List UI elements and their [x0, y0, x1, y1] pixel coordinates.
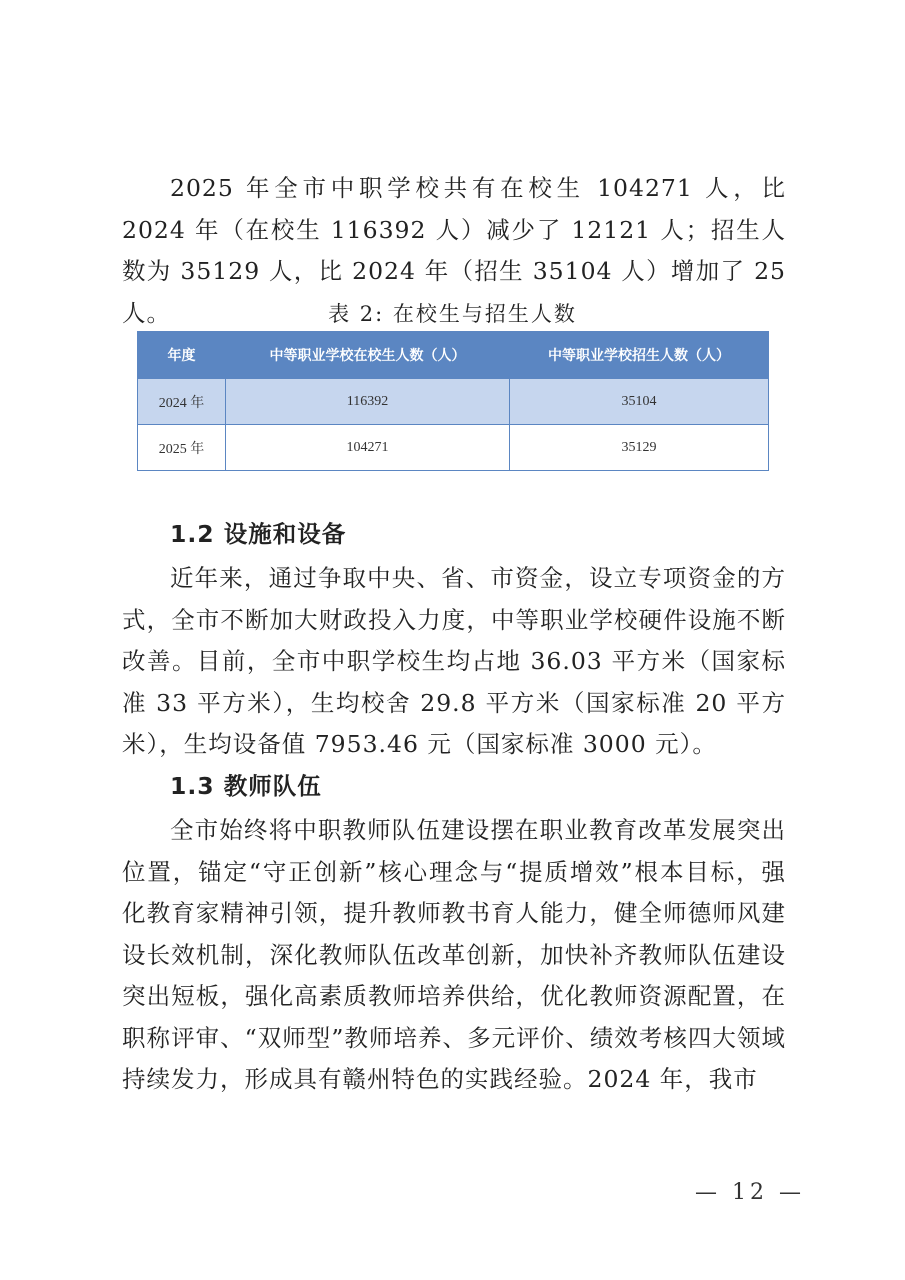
facilities-paragraph: 近年来，通过争取中央、省、市资金，设立专项资金的方式，全市不断加大财政投入力度，中等职业学校硬件设施不断改善。目前，全市中职学校生均占地 36.03 平方米（国家标准 33 平方米），生均校舍 29.8 平方米（国家标准 20 平方米），生均设备值 7953.46 元（国家标准 3000 元）。	[122, 564, 786, 758]
intro-paragraph: 2025 年全市中职学校共有在校生 104271 人，比 2024 年（在校生 116392 人）减少了 12121 人；招生人数为 35129 人，比 2024 年（招生 35104 人）增加了 25 人。	[122, 174, 786, 327]
cell-admitted: 35129	[510, 425, 769, 471]
cell-enrolled: 104271	[226, 425, 510, 471]
enrollment-table	[137, 331, 769, 471]
section-heading-facilities: 1.2 设施和设备	[170, 520, 347, 548]
teachers-paragraph: 全市始终将中职教师队伍建设摆在职业教育改革发展突出位置，锚定“守正创新”核心理念与“提质增效”根本目标，强化教育家精神引领，提升教师教书育人能力，健全师德师风建设长效机制，深化教师队伍改革创新，加快补齐教师队伍建设突出短板，强化高素质教师培养供给，优化教师资源配置，在职称评审、“双师型”教师培养、多元评价、绩效考核四大领域持续发力，形成具有赣州特色的实践经验。2024 年，我市	[122, 816, 786, 1093]
cell-enrolled: 116392	[226, 379, 510, 425]
header-admitted: 中等职业学校招生人数（人）	[510, 332, 769, 379]
table-caption: 表 2: 在校生与招生人数	[328, 302, 577, 326]
table-row	[138, 379, 769, 425]
table-header-row	[138, 332, 769, 379]
header-enrolled: 中等职业学校在校生人数（人）	[226, 332, 510, 379]
section-heading-teachers: 1.3 教师队伍	[170, 772, 322, 800]
cell-year: 2024 年	[138, 379, 226, 425]
page-number: — 12 —	[695, 1180, 805, 1205]
cell-year: 2025 年	[138, 425, 226, 471]
table-row	[138, 425, 769, 471]
cell-admitted: 35104	[510, 379, 769, 425]
header-year: 年度	[138, 332, 226, 379]
